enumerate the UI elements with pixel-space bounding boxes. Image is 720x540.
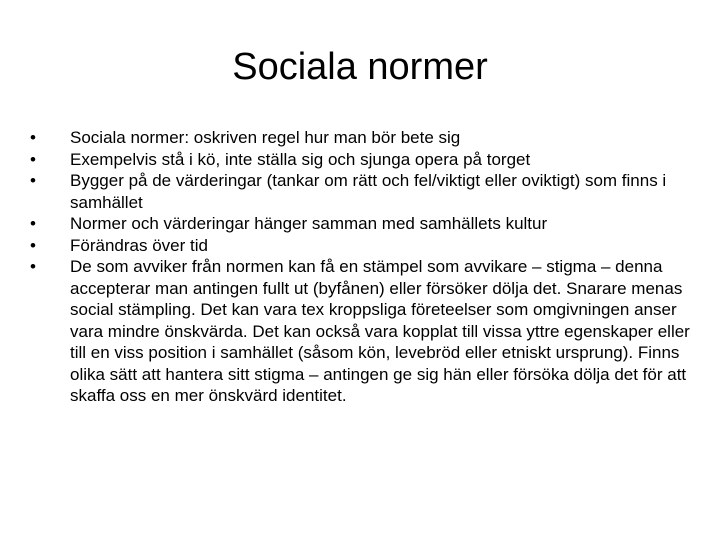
bullet-glyph: • xyxy=(30,257,36,276)
bullet-item xyxy=(30,170,690,213)
bullet-text: De som avviker från normen kan få en stämpel som avvikare – stigma – denna accepterar man antingen fullt ut (byfånen) eller försöker dölja det. Snarare menas social stämpling. Det kan vara tex kroppsliga företeelser som omgivningen anser vara mindre önskvärda. Det kan också vara kopplat till vissa yttre egenskaper eller till en viss position i samhället (såsom kön, levebröd eller etniskt ursprung). Finns olika sätt att hantera sitt stigma – antingen ge sig hän eller försöka dölja det för att skaffa oss en mer önskvärd identitet. xyxy=(70,257,690,405)
bullet-item xyxy=(30,256,690,407)
bullet-text: Normer och värderingar hänger samman med samhällets kultur xyxy=(70,214,548,233)
bullet-glyph: • xyxy=(30,171,36,190)
bullet-text: Exempelvis stå i kö, inte ställa sig och sjunga opera på torget xyxy=(70,149,531,169)
bullet-item xyxy=(30,127,690,149)
bullet-glyph: • xyxy=(30,149,36,169)
bullet-text: Förändras över tid xyxy=(70,235,208,255)
bullet-list xyxy=(30,127,690,407)
bullet-glyph: • xyxy=(30,214,36,233)
bullet-item xyxy=(30,149,690,171)
bullet-glyph: • xyxy=(30,128,36,147)
bullet-text: Bygger på de värderingar (tankar om rätt och fel/viktigt eller oviktigt) som finns i samhället xyxy=(70,171,667,212)
bullet-glyph: • xyxy=(30,235,36,255)
bullet-item xyxy=(30,213,690,235)
bullet-text: Sociala normer: oskriven regel hur man bör bete sig xyxy=(70,128,461,147)
bullet-item xyxy=(30,235,690,257)
slide-title: Sociala normer xyxy=(232,46,488,88)
